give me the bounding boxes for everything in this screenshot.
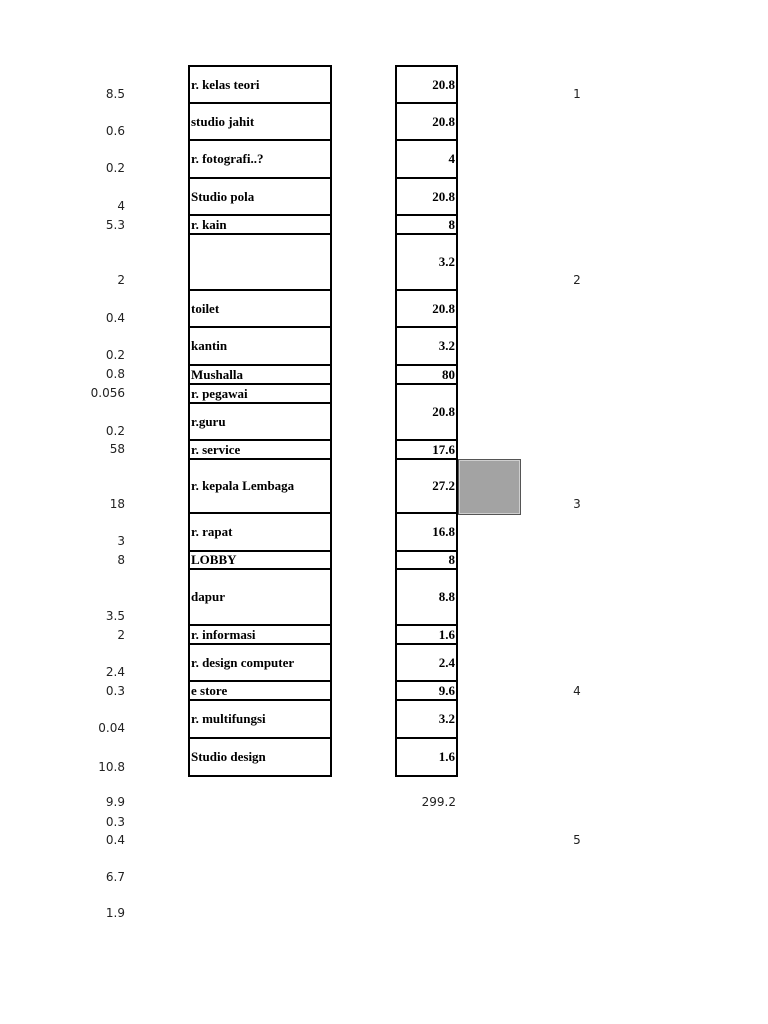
room-name-cell <box>188 233 332 291</box>
left-number: 0.2 <box>105 348 125 362</box>
total-value: 299.2 <box>421 795 456 809</box>
room-value-cell: 16.8 <box>395 512 458 552</box>
room-value-cell: 17.6 <box>395 439 458 460</box>
room-value-cell: 20.8 <box>395 65 458 104</box>
room-value-cell: 27.2 <box>395 458 458 514</box>
left-number: 0.056 <box>90 386 125 400</box>
room-name-cell: r. kelas teori <box>188 65 332 104</box>
room-name-cell: LOBBY <box>188 550 332 570</box>
room-value-cell: 1.6 <box>395 737 458 777</box>
right-number: 1 <box>573 87 581 101</box>
room-name-cell: kantin <box>188 326 332 366</box>
left-number: 3 <box>117 534 125 548</box>
room-value-cell: 9.6 <box>395 680 458 701</box>
room-name-cell: r. kepala Lembaga <box>188 458 332 514</box>
room-value-cell: 8 <box>395 550 458 570</box>
left-number: 4 <box>117 199 125 213</box>
room-value-cell: 3.2 <box>395 699 458 739</box>
room-value-cell: 1.6 <box>395 624 458 645</box>
right-number: 5 <box>573 833 581 847</box>
room-name-cell: e store <box>188 680 332 701</box>
left-number: 2 <box>117 273 125 287</box>
room-value-cell: 8.8 <box>395 568 458 626</box>
room-value-cell: 3.2 <box>395 326 458 366</box>
room-name-cell: r. fotografi..? <box>188 139 332 179</box>
left-number: 18 <box>109 497 125 511</box>
left-number: 0.2 <box>105 161 125 175</box>
room-value-cell: 20.8 <box>395 102 458 141</box>
room-name-cell: toilet <box>188 289 332 328</box>
room-name-cell: Studio pola <box>188 177 332 216</box>
left-number: 10.8 <box>98 760 125 774</box>
room-name-cell: r. kain <box>188 214 332 235</box>
left-number: 2 <box>117 628 125 642</box>
room-value-cell: 4 <box>395 139 458 179</box>
left-number: 6.7 <box>105 870 125 884</box>
left-number: 5.3 <box>105 218 125 232</box>
room-value-cell: 2.4 <box>395 643 458 682</box>
left-number: 8.5 <box>105 87 125 101</box>
room-value-cell: 80 <box>395 364 458 385</box>
left-number: 3.5 <box>105 609 125 623</box>
room-name-cell: r. informasi <box>188 624 332 645</box>
right-number: 4 <box>573 684 581 698</box>
room-value-cell: 20.8 <box>395 383 458 441</box>
room-name-cell: Mushalla <box>188 364 332 385</box>
room-name-cell: r. design computer <box>188 643 332 682</box>
left-number: 58 <box>109 442 125 456</box>
room-value-cell: 20.8 <box>395 177 458 216</box>
left-number: 0.2 <box>105 424 125 438</box>
left-number: 2.4 <box>105 665 125 679</box>
left-number: 0.4 <box>105 833 125 847</box>
room-name-cell: Studio design <box>188 737 332 777</box>
room-name-cell: r. rapat <box>188 512 332 552</box>
room-name-cell: r. pegawai <box>188 383 332 404</box>
room-name-cell: r.guru <box>188 402 332 441</box>
room-name-cell: dapur <box>188 568 332 626</box>
room-name-cell: r. service <box>188 439 332 460</box>
room-name-cell: studio jahit <box>188 102 332 141</box>
left-number: 0.3 <box>105 684 125 698</box>
left-number: 0.4 <box>105 311 125 325</box>
room-value-cell: 20.8 <box>395 289 458 328</box>
room-value-cell: 8 <box>395 214 458 235</box>
room-value-cell: 3.2 <box>395 233 458 291</box>
right-number: 2 <box>573 273 581 287</box>
left-number: 8 <box>117 553 125 567</box>
room-name-cell: r. multifungsi <box>188 699 332 739</box>
left-number: 1.9 <box>105 906 125 920</box>
right-number: 3 <box>573 497 581 511</box>
selected-cell[interactable] <box>458 459 521 515</box>
left-number: 9.9 <box>105 795 125 809</box>
left-number: 0.6 <box>105 124 125 138</box>
left-number: 0.8 <box>105 367 125 381</box>
left-number: 0.3 <box>105 815 125 829</box>
left-number: 0.04 <box>98 721 125 735</box>
